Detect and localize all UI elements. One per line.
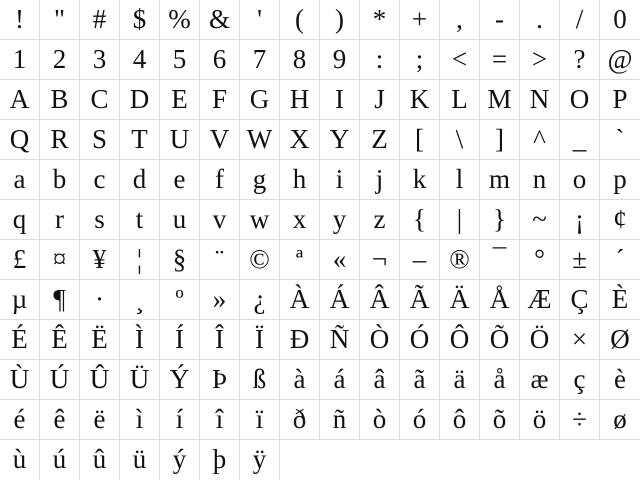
glyph-cell[interactable]: # [80,0,120,40]
glyph-cell[interactable]: b [40,160,80,200]
glyph-cell[interactable]: > [520,40,560,80]
glyph-cell[interactable]: Ý [160,360,200,400]
glyph-cell[interactable]: ® [440,240,480,280]
glyph-cell[interactable]: ä [440,360,480,400]
glyph-cell[interactable]: Q [0,120,40,160]
glyph-cell[interactable]: Ù [0,360,40,400]
glyph-cell[interactable]: ; [400,40,440,80]
glyph-cell[interactable]: ~ [520,200,560,240]
glyph-cell[interactable]: m [480,160,520,200]
glyph-cell[interactable]: ü [120,440,160,480]
glyph-cell[interactable]: g [240,160,280,200]
glyph-cell[interactable]: r [40,200,80,240]
glyph-cell[interactable]: Ë [80,320,120,360]
glyph-cell[interactable]: s [80,200,120,240]
glyph-cell[interactable]: V [200,120,240,160]
glyph-cell[interactable]: P [600,80,640,120]
glyph-cell[interactable]: ? [560,40,600,80]
glyph-cell[interactable]: 9 [320,40,360,80]
glyph-cell[interactable]: f [200,160,240,200]
glyph-cell[interactable]: £ [0,240,40,280]
glyph-cell[interactable]: î [200,400,240,440]
glyph-cell[interactable]: Æ [520,280,560,320]
glyph-cell[interactable]: c [80,160,120,200]
glyph-cell[interactable]: æ [520,360,560,400]
glyph-cell[interactable]: ñ [320,400,360,440]
glyph-cell[interactable]: [ [400,120,440,160]
glyph-cell[interactable]: u [160,200,200,240]
glyph-cell[interactable]: Ñ [320,320,360,360]
glyph-cell[interactable]: l [440,160,480,200]
glyph-cell[interactable]: ã [400,360,440,400]
glyph-cell[interactable]: X [280,120,320,160]
glyph-row [0,200,640,240]
glyph-cell[interactable]: ¤ [40,240,80,280]
glyph-cell[interactable]: n [520,160,560,200]
glyph-cell[interactable]: 4 [120,40,160,80]
glyph-cell[interactable]: · [80,280,120,320]
glyph-cell[interactable]: _ [560,120,600,160]
glyph-cell[interactable]: – [400,240,440,280]
glyph-cell[interactable]: ¥ [80,240,120,280]
glyph-cell[interactable]: { [400,200,440,240]
glyph-cell[interactable]: Ç [560,280,600,320]
glyph-cell[interactable]: õ [480,400,520,440]
glyph-cell[interactable]: ª [280,240,320,280]
glyph-row [0,160,640,200]
glyph-cell[interactable]: F [200,80,240,120]
glyph-cell[interactable]: \ [440,120,480,160]
glyph-row [0,320,640,360]
glyph-cell[interactable]: ú [40,440,80,480]
glyph-cell[interactable]: N [520,80,560,120]
glyph-cell[interactable]: / [560,0,600,40]
glyph-cell[interactable]: ô [440,400,480,440]
glyph-row [0,400,640,440]
glyph-cell[interactable]: ó [400,400,440,440]
glyph-cell[interactable]: ù [0,440,40,480]
glyph-cell[interactable]: ß [240,360,280,400]
glyph-cell[interactable]: ¬ [360,240,400,280]
glyph-cell[interactable]: 7 [240,40,280,80]
glyph-cell[interactable]: ê [40,400,80,440]
glyph-cell[interactable]: Ä [440,280,480,320]
glyph-cell[interactable]: Å [480,280,520,320]
glyph-cell[interactable]: Í [160,320,200,360]
glyph-cell[interactable]: K [400,80,440,120]
glyph-cell[interactable]: µ [0,280,40,320]
glyph-cell[interactable]: Y [320,120,360,160]
glyph-cell[interactable]: j [360,160,400,200]
glyph-cell[interactable]: È [600,280,640,320]
glyph-cell[interactable]: ! [0,0,40,40]
glyph-cell[interactable]: 6 [200,40,240,80]
glyph-cell[interactable]: Ì [120,320,160,360]
glyph-cell[interactable]: ¦ [120,240,160,280]
glyph-cell[interactable]: Ö [520,320,560,360]
glyph-cell[interactable]: + [400,0,440,40]
glyph-cell[interactable]: . [520,0,560,40]
glyph-cell[interactable]: J [360,80,400,120]
glyph-cell[interactable]: G [240,80,280,120]
glyph-cell[interactable]: å [480,360,520,400]
glyph-cell[interactable]: @ [600,40,640,80]
glyph-cell[interactable]: ( [280,0,320,40]
glyph-cell[interactable]: ÷ [560,400,600,440]
glyph-row [0,240,640,280]
glyph-cell[interactable]: ] [480,120,520,160]
glyph-cell[interactable]: Á [320,280,360,320]
glyph-row [0,440,640,480]
glyph-cell[interactable]: e [160,160,200,200]
glyph-cell[interactable]: ^ [520,120,560,160]
glyph-cell[interactable]: ¿ [240,280,280,320]
glyph-cell[interactable]: , [440,0,480,40]
glyph-cell[interactable]: % [160,0,200,40]
glyph-cell[interactable]: t [120,200,160,240]
glyph-cell[interactable]: ö [520,400,560,440]
glyph-cell[interactable]: Ò [360,320,400,360]
glyph-cell[interactable]: ì [120,400,160,440]
glyph-cell[interactable]: ' [240,0,280,40]
glyph-cell[interactable]: À [280,280,320,320]
glyph-cell[interactable]: a [0,160,40,200]
glyph-cell[interactable]: Ê [40,320,80,360]
glyph-cell[interactable]: h [280,160,320,200]
glyph-cell[interactable]: I [320,80,360,120]
glyph-cell[interactable]: S [80,120,120,160]
glyph-row [0,120,640,160]
glyph-cell[interactable]: 8 [280,40,320,80]
glyph-row [0,0,640,40]
glyph-cell[interactable]: Ô [440,320,480,360]
glyph-cell[interactable]: ) [320,0,360,40]
glyph-cell[interactable]: U [160,120,200,160]
glyph-cell[interactable]: i [320,160,360,200]
glyph-cell[interactable]: R [40,120,80,160]
glyph-cell[interactable]: T [120,120,160,160]
glyph-cell[interactable]: ÿ [240,440,280,480]
glyph-cell[interactable]: y [320,200,360,240]
glyph-cell[interactable]: $ [120,0,160,40]
glyph-cell[interactable]: 5 [160,40,200,80]
glyph-cell[interactable]: z [360,200,400,240]
glyph-cell[interactable]: Ð [280,320,320,360]
glyph-cell[interactable]: : [360,40,400,80]
glyph-cell[interactable]: þ [200,440,240,480]
glyph-cell[interactable]: - [480,0,520,40]
glyph-cell[interactable]: Ü [120,360,160,400]
glyph-cell[interactable]: W [240,120,280,160]
glyph-row [0,360,640,400]
glyph-cell[interactable]: á [320,360,360,400]
glyph-cell[interactable]: Î [200,320,240,360]
glyph-cell[interactable]: ø [600,400,640,440]
glyph-cell[interactable]: d [120,160,160,200]
glyph-cell[interactable]: Þ [200,360,240,400]
glyph-cell[interactable]: ` [600,120,640,160]
glyph-cell[interactable]: ¶ [40,280,80,320]
glyph-cell[interactable]: o [560,160,600,200]
glyph-cell[interactable]: ± [560,240,600,280]
glyph-row [0,280,640,320]
glyph-cell[interactable]: 3 [80,40,120,80]
glyph-cell[interactable]: Ó [400,320,440,360]
glyph-cell[interactable]: " [40,0,80,40]
glyph-cell[interactable]: Ø [600,320,640,360]
glyph-cell[interactable]: 2 [40,40,80,80]
glyph-cell[interactable]: B [40,80,80,120]
glyph-cell[interactable]: Ï [240,320,280,360]
glyph-cell[interactable]: k [400,160,440,200]
glyph-cell[interactable]: Û [80,360,120,400]
glyph-cell[interactable]: à [280,360,320,400]
glyph-cell[interactable]: » [200,280,240,320]
glyph-cell[interactable]: © [240,240,280,280]
glyph-cell[interactable]: ¸ [120,280,160,320]
glyph-cell[interactable]: w [240,200,280,240]
glyph-cell[interactable]: è [600,360,640,400]
glyph-cell[interactable]: É [0,320,40,360]
glyph-cell[interactable]: û [80,440,120,480]
glyph-cell[interactable]: * [360,0,400,40]
glyph-cell[interactable]: × [560,320,600,360]
glyph-row [0,40,640,80]
glyph-cell[interactable]: | [440,200,480,240]
glyph-cell[interactable]: q [0,200,40,240]
glyph-cell[interactable]: Ã [400,280,440,320]
glyph-cell[interactable]: ï [240,400,280,440]
glyph-cell[interactable]: & [200,0,240,40]
glyph-cell[interactable]: í [160,400,200,440]
glyph-cell[interactable]: C [80,80,120,120]
glyph-cell[interactable]: x [280,200,320,240]
glyph-cell[interactable]: = [480,40,520,80]
glyph-cell[interactable]: Â [360,280,400,320]
glyph-cell[interactable]: } [480,200,520,240]
glyph-cell[interactable]: ¡ [560,200,600,240]
glyph-cell[interactable]: ¨ [200,240,240,280]
glyph-cell[interactable]: M [480,80,520,120]
glyph-cell[interactable]: ð [280,400,320,440]
glyph-cell[interactable]: ° [520,240,560,280]
glyph-cell[interactable]: v [200,200,240,240]
glyph-cell[interactable]: A [0,80,40,120]
glyph-cell[interactable]: º [160,280,200,320]
glyph-cell[interactable]: ç [560,360,600,400]
glyph-cell[interactable]: é [0,400,40,440]
glyph-cell[interactable]: â [360,360,400,400]
glyph-cell[interactable]: « [320,240,360,280]
glyph-cell[interactable]: p [600,160,640,200]
glyph-cell[interactable]: ò [360,400,400,440]
glyph-cell[interactable]: < [440,40,480,80]
glyph-cell[interactable]: E [160,80,200,120]
glyph-cell[interactable]: D [120,80,160,120]
glyph-cell[interactable]: Z [360,120,400,160]
glyph-cell[interactable]: ë [80,400,120,440]
glyph-cell[interactable]: L [440,80,480,120]
glyph-cell[interactable]: O [560,80,600,120]
glyph-cell[interactable]: H [280,80,320,120]
glyph-cell[interactable]: ´ [600,240,640,280]
glyph-cell[interactable]: § [160,240,200,280]
glyph-cell[interactable]: ¢ [600,200,640,240]
glyph-cell[interactable]: ¯ [480,240,520,280]
glyph-cell[interactable]: 0 [600,0,640,40]
glyph-row [0,80,640,120]
glyph-cell[interactable]: ý [160,440,200,480]
glyph-cell[interactable]: 1 [0,40,40,80]
glyph-cell[interactable]: Õ [480,320,520,360]
glyph-cell[interactable]: Ú [40,360,80,400]
